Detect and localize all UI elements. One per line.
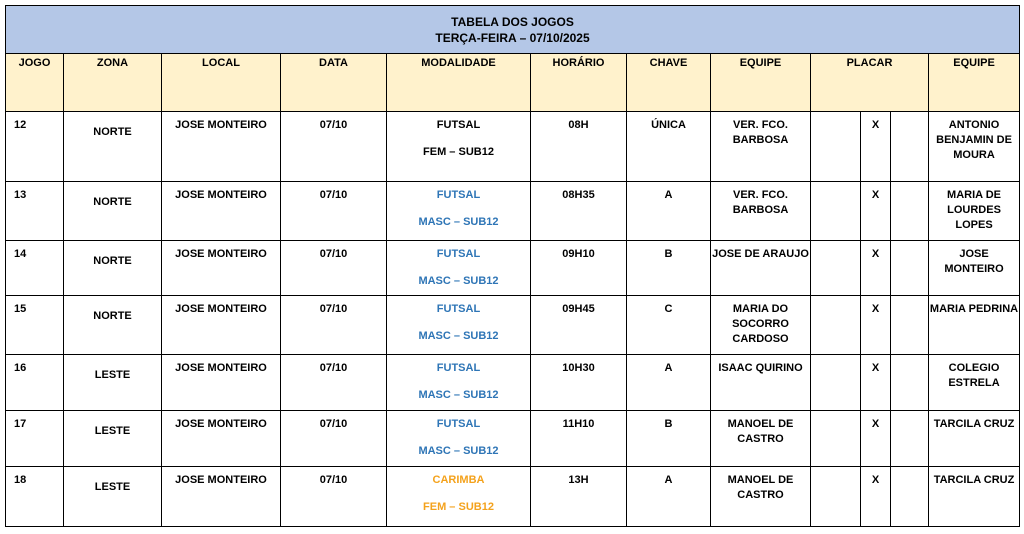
cell-equipe-home: MARIA DO SOCORRO CARDOSO — [711, 296, 811, 355]
modalidade-category: MASC – SUB12 — [418, 389, 499, 401]
cell-zona: NORTE — [64, 182, 162, 241]
cell-horario: 13H — [531, 467, 627, 527]
col-jogo: JOGO — [6, 54, 64, 112]
cell-local: JOSE MONTEIRO — [162, 182, 281, 241]
col-zona: ZONA — [64, 54, 162, 112]
col-equipe-home: EQUIPE — [711, 54, 811, 112]
cell-jogo: 13 — [6, 182, 64, 241]
cell-placar-away — [891, 182, 929, 241]
cell-placar-x: X — [861, 296, 891, 355]
cell-placar-away — [891, 411, 929, 467]
table-row — [6, 296, 1020, 355]
cell-placar-home — [811, 112, 861, 182]
cell-placar-x: X — [861, 182, 891, 241]
modalidade-spacer — [387, 133, 530, 145]
cell-modalidade — [387, 355, 531, 411]
cell-local: JOSE MONTEIRO — [162, 296, 281, 355]
cell-modalidade — [387, 411, 531, 467]
cell-modalidade — [387, 182, 531, 241]
cell-placar-x: X — [861, 467, 891, 527]
cell-jogo: 16 — [6, 355, 64, 411]
cell-chave: A — [627, 355, 711, 411]
modalidade-sport: FUTSAL — [436, 189, 481, 201]
cell-placar-away — [891, 241, 929, 296]
cell-modalidade — [387, 241, 531, 296]
cell-horario: 10H30 — [531, 355, 627, 411]
modalidade-sport: FUTSAL — [436, 248, 481, 260]
cell-jogo: 18 — [6, 467, 64, 527]
cell-zona: LESTE — [64, 411, 162, 467]
cell-placar-home — [811, 411, 861, 467]
table-row — [6, 355, 1020, 411]
cell-local: JOSE MONTEIRO — [162, 355, 281, 411]
cell-local: JOSE MONTEIRO — [162, 112, 281, 182]
col-equipe-away: EQUIPE — [929, 54, 1020, 112]
cell-chave: B — [627, 411, 711, 467]
cell-data: 07/10 — [281, 112, 387, 182]
cell-chave: C — [627, 296, 711, 355]
table-row — [6, 112, 1020, 182]
cell-placar-home — [811, 241, 861, 296]
cell-placar-home — [811, 182, 861, 241]
col-data: DATA — [281, 54, 387, 112]
modalidade-category: FEM – SUB12 — [423, 501, 494, 513]
cell-data: 07/10 — [281, 241, 387, 296]
cell-data: 07/10 — [281, 411, 387, 467]
cell-data: 07/10 — [281, 467, 387, 527]
cell-chave: A — [627, 182, 711, 241]
schedule-document — [5, 5, 1019, 527]
col-modalidade: MODALIDADE — [387, 54, 531, 112]
cell-horario: 08H — [531, 112, 627, 182]
cell-equipe-home: MANOEL DE CASTRO — [711, 411, 811, 467]
modalidade-category: MASC – SUB12 — [418, 330, 499, 342]
table-body — [6, 112, 1020, 527]
cell-equipe-away: ANTONIO BENJAMIN DE MOURA — [929, 112, 1020, 182]
modalidade-category: MASC – SUB12 — [418, 275, 499, 287]
col-horario: HORÁRIO — [531, 54, 627, 112]
cell-placar-x: X — [861, 112, 891, 182]
page-title: TABELA DOS JOGOS — [451, 14, 574, 29]
modalidade-spacer — [387, 488, 530, 500]
cell-jogo: 17 — [6, 411, 64, 467]
modalidade-spacer — [387, 376, 530, 388]
cell-equipe-away: MARIA DE LOURDES LOPES — [929, 182, 1020, 241]
modalidade-sport: FUTSAL — [436, 303, 481, 315]
cell-modalidade — [387, 467, 531, 527]
modalidade-category: MASC – SUB12 — [418, 445, 499, 457]
cell-local: JOSE MONTEIRO — [162, 411, 281, 467]
modalidade-spacer — [387, 317, 530, 329]
cell-chave: ÚNICA — [627, 112, 711, 182]
modalidade-spacer — [387, 262, 530, 274]
cell-placar-x: X — [861, 355, 891, 411]
table-row — [6, 467, 1020, 527]
modalidade-spacer — [387, 203, 530, 215]
cell-equipe-home: JOSE DE ARAUJO — [711, 241, 811, 296]
cell-equipe-away: TARCILA CRUZ — [929, 411, 1020, 467]
modalidade-category: MASC – SUB12 — [418, 216, 499, 228]
title-row — [6, 6, 1020, 54]
cell-horario: 08H35 — [531, 182, 627, 241]
cell-equipe-home: VER. FCO. BARBOSA — [711, 182, 811, 241]
cell-chave: B — [627, 241, 711, 296]
cell-equipe-away: MARIA PEDRINA — [929, 296, 1020, 355]
title-cell — [6, 6, 1020, 54]
table-row — [6, 182, 1020, 241]
cell-equipe-home: VER. FCO. BARBOSA — [711, 112, 811, 182]
cell-placar-home — [811, 355, 861, 411]
cell-placar-x: X — [861, 241, 891, 296]
modalidade-category: FEM – SUB12 — [423, 146, 494, 158]
table-row — [6, 411, 1020, 467]
cell-local: JOSE MONTEIRO — [162, 467, 281, 527]
cell-placar-away — [891, 112, 929, 182]
modalidade-sport: FUTSAL — [436, 362, 481, 374]
cell-horario: 09H10 — [531, 241, 627, 296]
cell-zona: NORTE — [64, 241, 162, 296]
cell-zona: LESTE — [64, 355, 162, 411]
cell-placar-home — [811, 467, 861, 527]
cell-placar-away — [891, 355, 929, 411]
cell-modalidade — [387, 296, 531, 355]
col-local: LOCAL — [162, 54, 281, 112]
cell-zona: NORTE — [64, 296, 162, 355]
cell-equipe-away: TARCILA CRUZ — [929, 467, 1020, 527]
modalidade-sport: CARIMBA — [432, 474, 485, 486]
cell-data: 07/10 — [281, 355, 387, 411]
col-chave: CHAVE — [627, 54, 711, 112]
cell-data: 07/10 — [281, 182, 387, 241]
cell-jogo: 15 — [6, 296, 64, 355]
cell-equipe-away: COLEGIO ESTRELA — [929, 355, 1020, 411]
cell-jogo: 12 — [6, 112, 64, 182]
cell-placar-home — [811, 296, 861, 355]
modalidade-sport: FUTSAL — [436, 119, 481, 131]
header-row — [6, 54, 1020, 112]
cell-placar-x: X — [861, 411, 891, 467]
table-row — [6, 241, 1020, 296]
games-table — [5, 5, 1020, 527]
cell-placar-away — [891, 467, 929, 527]
cell-zona: NORTE — [64, 112, 162, 182]
page-subtitle: TERÇA-FEIRA – 07/10/2025 — [435, 30, 590, 45]
cell-jogo: 14 — [6, 241, 64, 296]
cell-horario: 09H45 — [531, 296, 627, 355]
cell-data: 07/10 — [281, 296, 387, 355]
cell-horario: 11H10 — [531, 411, 627, 467]
cell-zona: LESTE — [64, 467, 162, 527]
modalidade-sport: FUTSAL — [436, 418, 481, 430]
cell-placar-away — [891, 296, 929, 355]
cell-local: JOSE MONTEIRO — [162, 241, 281, 296]
cell-chave: A — [627, 467, 711, 527]
cell-equipe-away: JOSE MONTEIRO — [929, 241, 1020, 296]
cell-modalidade — [387, 112, 531, 182]
col-placar: PLACAR — [811, 54, 929, 112]
cell-equipe-home: ISAAC QUIRINO — [711, 355, 811, 411]
cell-equipe-home: MANOEL DE CASTRO — [711, 467, 811, 527]
modalidade-spacer — [387, 432, 530, 444]
